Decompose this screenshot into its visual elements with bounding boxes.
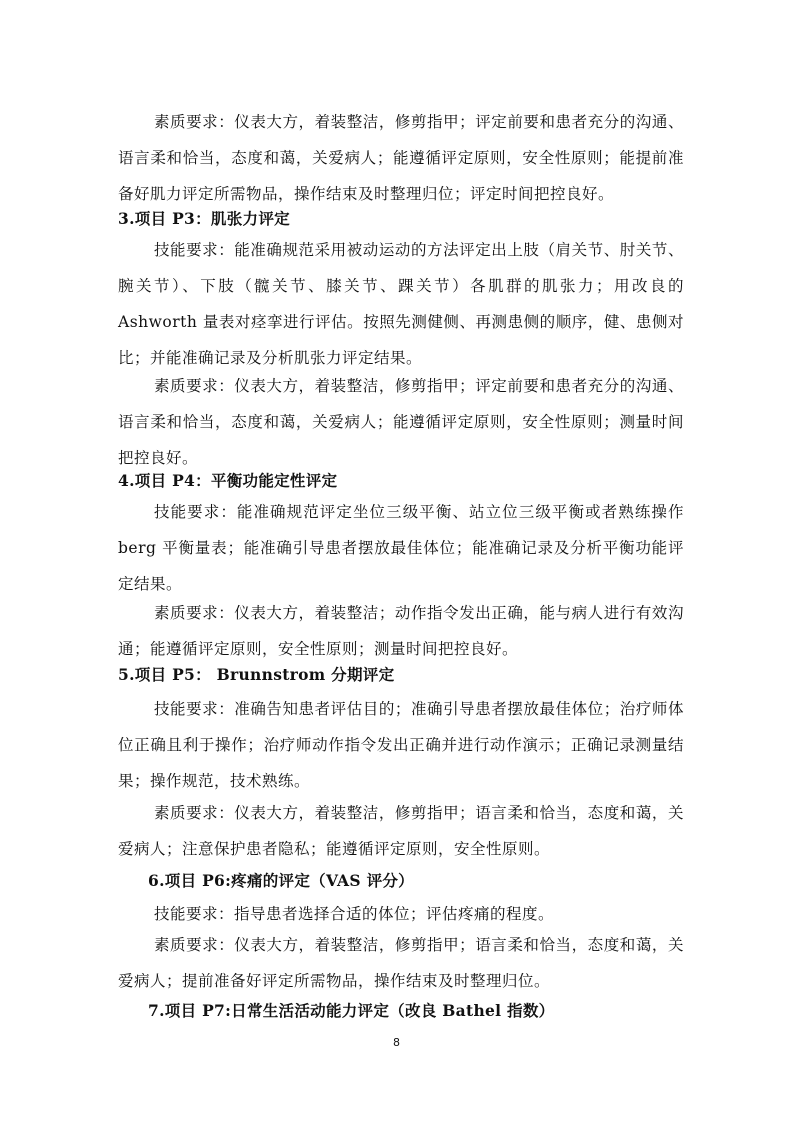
paragraph-p4-quality: 素质要求：仪表大方，着装整洁；动作指令发出正确，能与病人进行有效沟通；能遵循评定原则，安全性原则；测量时间把控良好。 xyxy=(118,604,684,658)
heading-p6: 6.项目 P6:疼痛的评定（VAS 评分） xyxy=(148,871,414,890)
heading-p4: 4.项目 P4：平衡功能定性评定 xyxy=(118,471,338,490)
paragraph-p5-skill: 技能要求：准确告知患者评估目的；准确引导患者摆放最佳体位；治疗师体位正确且利于操作；治疗师动作指令发出正确并进行动作演示；正确记录测量结果；操作规范，技术熟练。 xyxy=(118,700,684,790)
paragraph-p5-quality: 素质要求：仪表大方，着装整洁，修剪指甲；语言柔和恰当，态度和蔼，关爱病人；注意保护患者隐私；能遵循评定原则，安全性原则。 xyxy=(118,804,684,858)
paragraph-p4-skill: 技能要求：能准确规范评定坐位三级平衡、站立位三级平衡或者熟练操作 berg 平衡量表；能准确引导患者摆放最佳体位；能准确记录及分析平衡功能评定结果。 xyxy=(118,503,684,593)
paragraph-p6-skill: 技能要求：指导患者选择合适的体位；评估疼痛的程度。 xyxy=(154,905,555,923)
paragraph-p6-quality: 素质要求：仪表大方，着装整洁，修剪指甲；语言柔和恰当，态度和蔼，关爱病人；提前准备好评定所需物品，操作结束及时整理归位。 xyxy=(118,936,684,990)
heading-p3: 3.项目 P3：肌张力评定 xyxy=(118,209,290,228)
heading-p5: 5.项目 P5： Brunnstrom 分期评定 xyxy=(118,665,395,684)
paragraph-p3-skill: 技能要求：能准确规范采用被动运动的方法评定出上肢（肩关节、肘关节、腕关节）、下肢（髋关节、膝关节、踝关节）各肌群的肌张力；用改良的 Ashworth 量表对痉挛进行评估。按照先测健侧、再测患侧的顺序，健、患侧对比；并能准确记录及分析肌张力评定结果。 xyxy=(118,241,684,367)
paragraph-p3-quality: 素质要求：仪表大方，着装整洁，修剪指甲；评定前要和患者充分的沟通、语言柔和恰当，态度和蔼，关爱病人；能遵循评定原则，安全性原则；测量时间把控良好。 xyxy=(118,377,684,467)
page-number: 8 xyxy=(393,1036,400,1049)
heading-p7: 7.项目 P7:日常生活活动能力评定（改良 Bathel 指数） xyxy=(148,1001,555,1020)
paragraph-p2-quality: 素质要求：仪表大方，着装整洁，修剪指甲；评定前要和患者充分的沟通、语言柔和恰当，态度和蔼，关爱病人；能遵循评定原则，安全性原则；能提前准备好肌力评定所需物品，操作结束及时整理归位；评定时间把控良好。 xyxy=(118,113,684,203)
